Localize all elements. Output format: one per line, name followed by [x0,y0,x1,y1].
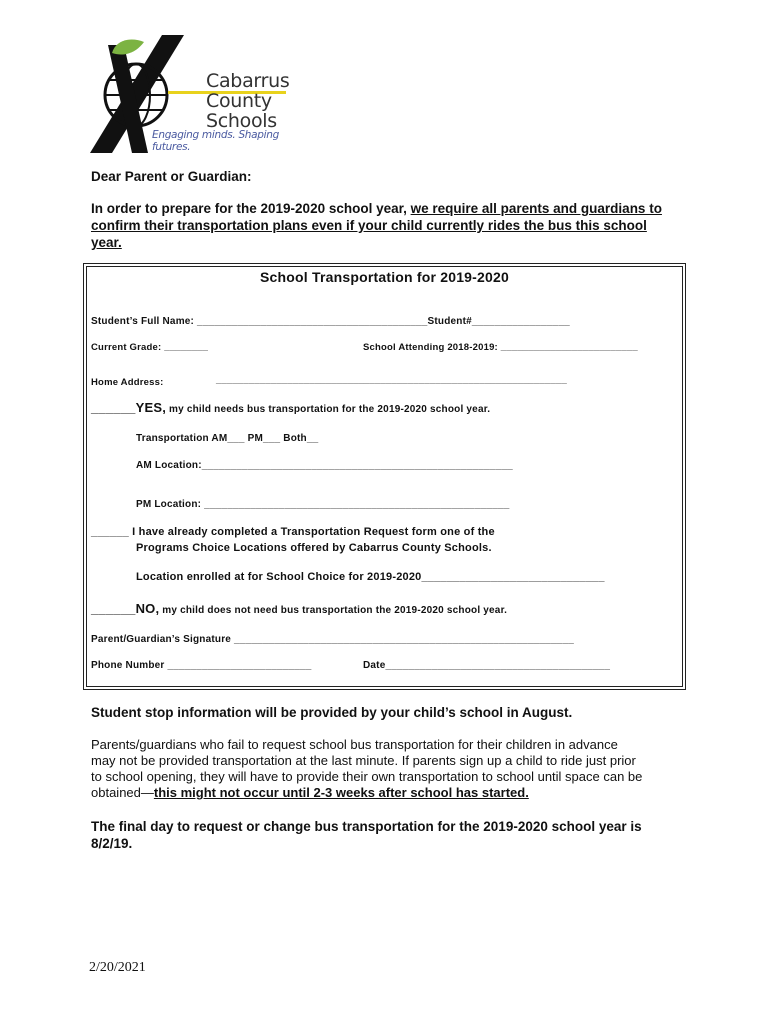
para-line4-plain: obtained— [91,785,154,800]
signature-field[interactable]: Parent/Guardian’s Signature ___________________________________________________________ [91,634,574,645]
transportation-times-field[interactable]: Transportation AM___ PM___ Both__ [136,433,319,444]
greeting: Dear Parent or Guardian: [91,169,252,184]
para-line2: may not be provided transportation at the last minute. If parents sign up a child to ride just prior [91,753,636,768]
home-address-field[interactable]: ________________________________________________________________ [216,375,567,386]
advance-notice-paragraph [91,737,701,801]
logo-name-line2: County Schools [206,90,277,132]
phone-field[interactable]: Phone Number _________________________ [91,660,312,671]
choice-option-line2: Programs Choice Locations offered by Cabarrus County Schools. [136,542,492,554]
final-line1: The final day to request or change bus transportation for the 2019-2020 school year is [91,819,642,834]
no-blank: ______NO, [91,601,160,616]
intro-paragraph [91,200,691,251]
stop-info: Student stop information will be provided by your child’s school in August. [91,705,573,720]
intro-underlined-1: we require all parents and guardians to [410,201,662,216]
school-attending-field[interactable]: School Attending 2018-2019: _________________________ [363,342,638,353]
student-name-field[interactable]: Student’s Full Name: ________________________________________Student#_________________ [91,316,570,327]
intro-underlined-2: confirm their transportation plans even if your child currently rides the bus this school [91,218,647,233]
intro-underlined-3: year. [91,235,122,250]
home-address-label: Home Address: [91,377,164,388]
no-text: my child does not need bus transportation the 2019-2020 school year. [159,605,508,616]
para-line3: to school opening, they will have to provide their own transportation to school until space can be [91,769,643,784]
yes-blank: ______YES, [91,400,167,415]
final-day-notice [91,818,711,852]
logo-name-line1: Cabarrus [206,70,290,92]
logo-tagline: Engaging minds. Shaping futures. [152,129,279,153]
footer-date: 2/20/2021 [89,960,146,975]
location-enrolled-field[interactable]: Location enrolled at for School Choice for 2019-2020_____________________________ [136,571,605,583]
date-field[interactable]: Date_______________________________________ [363,660,611,671]
district-logo [88,33,293,155]
am-location-field[interactable]: AM Location:______________________________________________________ [136,460,513,471]
para-line4-bold: this might not occur until 2-3 weeks after school has started. [153,785,529,800]
no-option[interactable] [91,601,507,616]
pm-location-field[interactable]: PM Location: _____________________________________________________ [136,499,510,510]
final-line2: 8/2/19. [91,836,133,851]
transportation-form [83,263,686,690]
choice-option-line1[interactable]: ______ I have already completed a Transportation Request form one of the [91,526,495,538]
current-grade-field[interactable]: Current Grade: ________ [91,342,209,353]
para-line1: Parents/guardians who fail to request school bus transportation for their children in advance [91,737,618,752]
form-title: School Transportation for 2019-2020 [260,269,509,285]
logo-name [206,71,293,131]
intro-plain: In order to prepare for the 2019-2020 school year, [91,201,411,216]
yes-option[interactable] [91,400,490,415]
yes-text: my child needs bus transportation for the 2019-2020 school year. [166,404,491,415]
